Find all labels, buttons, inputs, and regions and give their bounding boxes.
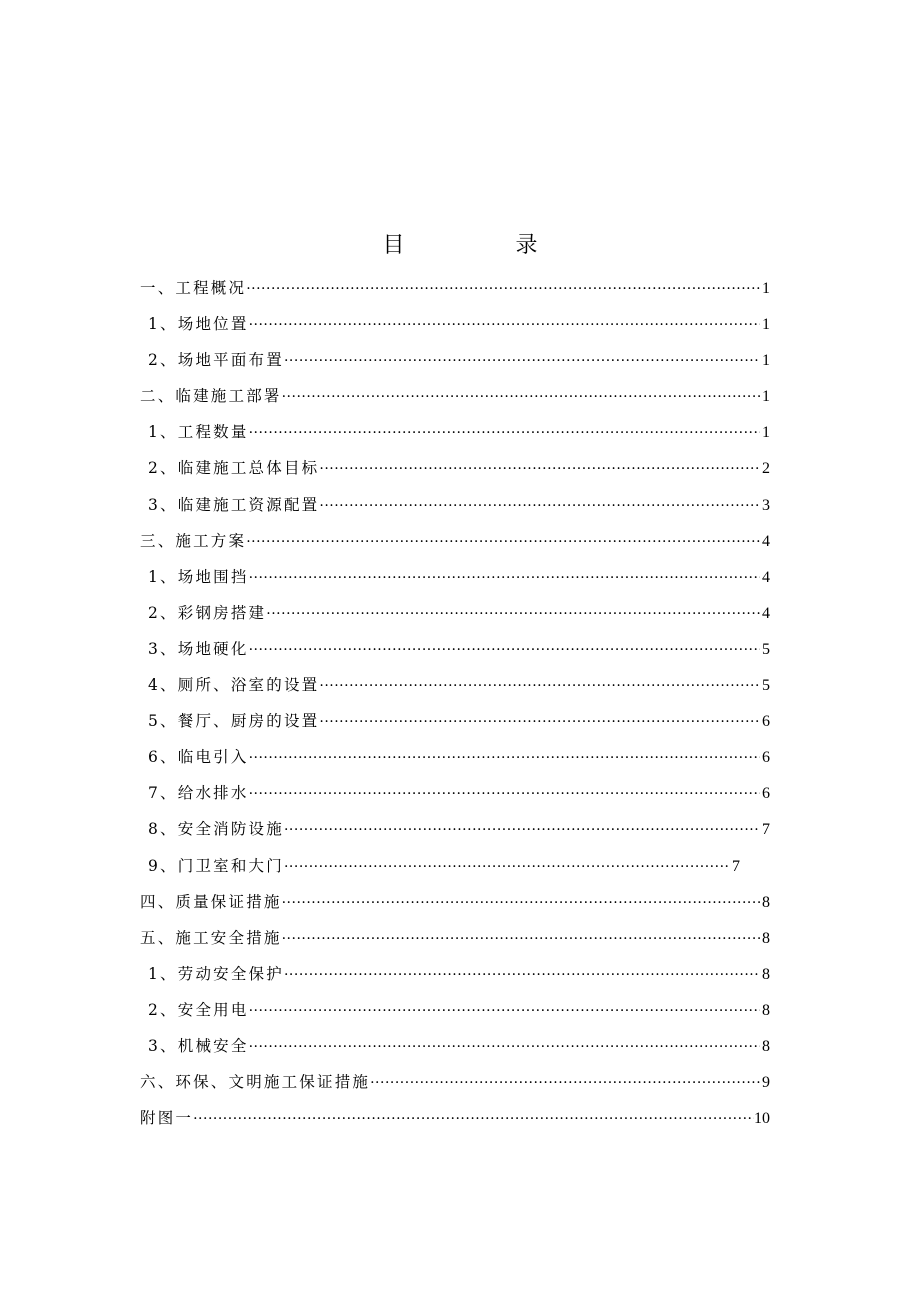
toc-entry[interactable]	[140, 962, 770, 998]
toc-leader-dots	[193, 1107, 754, 1131]
toc-entry-label: 四、质量保证措施	[140, 892, 282, 911]
toc-entry-label: 2、临建施工总体目标	[148, 459, 320, 478]
toc-entry[interactable]	[140, 998, 770, 1034]
toc-entry-page: 6	[762, 785, 770, 803]
toc-leader-dots	[284, 349, 760, 373]
toc-entry-page: 4	[762, 532, 770, 550]
toc-entry[interactable]	[140, 673, 770, 709]
toc-entry-page: 1	[762, 316, 770, 334]
toc-leader-dots	[246, 530, 760, 554]
toc-entry-page: 2	[762, 460, 770, 478]
toc-leader-dots	[284, 855, 730, 879]
toc-entry-label: 二、临建施工部署	[140, 387, 282, 406]
toc-entry[interactable]	[140, 456, 770, 492]
toc-entry-label: 附图一	[140, 1109, 194, 1128]
toc-leader-dots	[284, 818, 760, 842]
toc-entry-label: 6、临电引入	[148, 748, 249, 767]
toc-entry-label: 1、场地围挡	[148, 567, 249, 586]
toc-entry-page: 6	[762, 713, 770, 731]
table-of-contents	[140, 276, 770, 1142]
toc-leader-dots	[319, 674, 760, 698]
toc-entry-page: 4	[762, 568, 770, 586]
toc-leader-dots	[284, 963, 760, 987]
toc-entry-label: 3、机械安全	[148, 1036, 249, 1055]
toc-entry-page: 6	[762, 749, 770, 767]
toc-leader-dots	[370, 1071, 760, 1095]
toc-entry[interactable]	[140, 890, 770, 926]
toc-entry[interactable]	[140, 1070, 770, 1106]
toc-entry-page: 8	[762, 1037, 770, 1055]
toc-leader-dots	[319, 457, 760, 481]
toc-entry[interactable]	[140, 781, 770, 817]
toc-entry-page: 1	[762, 352, 770, 370]
toc-entry-label: 一、工程概况	[140, 279, 247, 297]
toc-entry-label: 1、劳动安全保护	[148, 964, 284, 983]
toc-entry-label: 8、安全消防设施	[148, 820, 284, 839]
toc-leader-dots	[282, 385, 760, 409]
toc-entry-label: 五、施工安全措施	[140, 928, 282, 947]
toc-entry[interactable]	[140, 709, 770, 745]
toc-leader-dots	[249, 421, 760, 445]
toc-entry-page: 10	[754, 1110, 770, 1128]
toc-entry-page: 9	[762, 1074, 770, 1092]
toc-entry-page: 4	[762, 604, 770, 622]
toc-entry-page: 3	[762, 496, 770, 514]
toc-entry-page: 7	[731, 857, 740, 875]
toc-entry[interactable]	[140, 1106, 770, 1142]
toc-leader-dots	[282, 927, 760, 951]
toc-entry[interactable]	[140, 565, 770, 601]
toc-entry[interactable]	[140, 276, 770, 312]
toc-leader-dots	[249, 782, 760, 806]
toc-entry-page: 1	[762, 388, 770, 406]
toc-entry-label: 3、场地硬化	[148, 639, 249, 658]
toc-entry-label: 5、餐厅、厨房的设置	[148, 712, 320, 731]
toc-entry-page: 1	[762, 280, 770, 297]
toc-leader-dots	[249, 999, 760, 1023]
toc-entry-label: 2、彩钢房搭建	[148, 603, 267, 622]
page-title: 目 录	[382, 233, 590, 258]
toc-entry-label: 9、门卫室和大门	[148, 856, 284, 875]
toc-entry[interactable]	[140, 493, 770, 529]
toc-entry[interactable]	[140, 637, 770, 673]
toc-entry-label: 7、给水排水	[148, 784, 249, 803]
toc-entry[interactable]	[140, 312, 770, 348]
toc-entry-page: 8	[762, 965, 770, 983]
toc-entry-page: 5	[762, 677, 770, 695]
toc-leader-dots	[249, 313, 760, 337]
toc-entry-label: 1、工程数量	[148, 423, 249, 442]
toc-leader-dots	[249, 638, 760, 662]
toc-leader-dots	[246, 277, 760, 301]
toc-entry-page: 8	[762, 893, 770, 911]
toc-entry-label: 三、施工方案	[140, 531, 247, 550]
toc-entry-page: 8	[762, 1001, 770, 1019]
toc-entry[interactable]	[140, 601, 770, 637]
toc-entry-page: 5	[762, 640, 770, 658]
toc-entry[interactable]	[140, 817, 770, 853]
toc-leader-dots	[266, 602, 760, 626]
toc-entry-page: 1	[762, 424, 770, 442]
toc-leader-dots	[249, 1035, 760, 1059]
toc-entry-label: 六、环保、文明施工保证措施	[140, 1073, 371, 1092]
toc-entry[interactable]	[140, 854, 770, 890]
toc-entry-page: 7	[762, 821, 770, 839]
toc-entry[interactable]	[140, 348, 770, 384]
toc-entry-label: 4、厕所、浴室的设置	[148, 676, 320, 695]
toc-entry[interactable]	[140, 745, 770, 781]
toc-leader-dots	[282, 891, 760, 915]
toc-entry-label: 1、场地位置	[148, 315, 249, 334]
toc-entry[interactable]	[140, 529, 770, 565]
toc-leader-dots	[319, 494, 760, 518]
toc-entry[interactable]	[140, 926, 770, 962]
toc-entry-label: 3、临建施工资源配置	[148, 495, 320, 514]
toc-entry[interactable]	[140, 1034, 770, 1070]
toc-entry-label: 2、安全用电	[148, 1000, 249, 1019]
toc-entry-label: 2、场地平面布置	[148, 351, 284, 370]
toc-leader-dots	[249, 566, 760, 590]
toc-entry-page: 8	[762, 929, 770, 947]
toc-entry[interactable]	[140, 384, 770, 420]
toc-leader-dots	[319, 710, 760, 734]
toc-entry[interactable]	[140, 420, 770, 456]
toc-leader-dots	[249, 746, 760, 770]
